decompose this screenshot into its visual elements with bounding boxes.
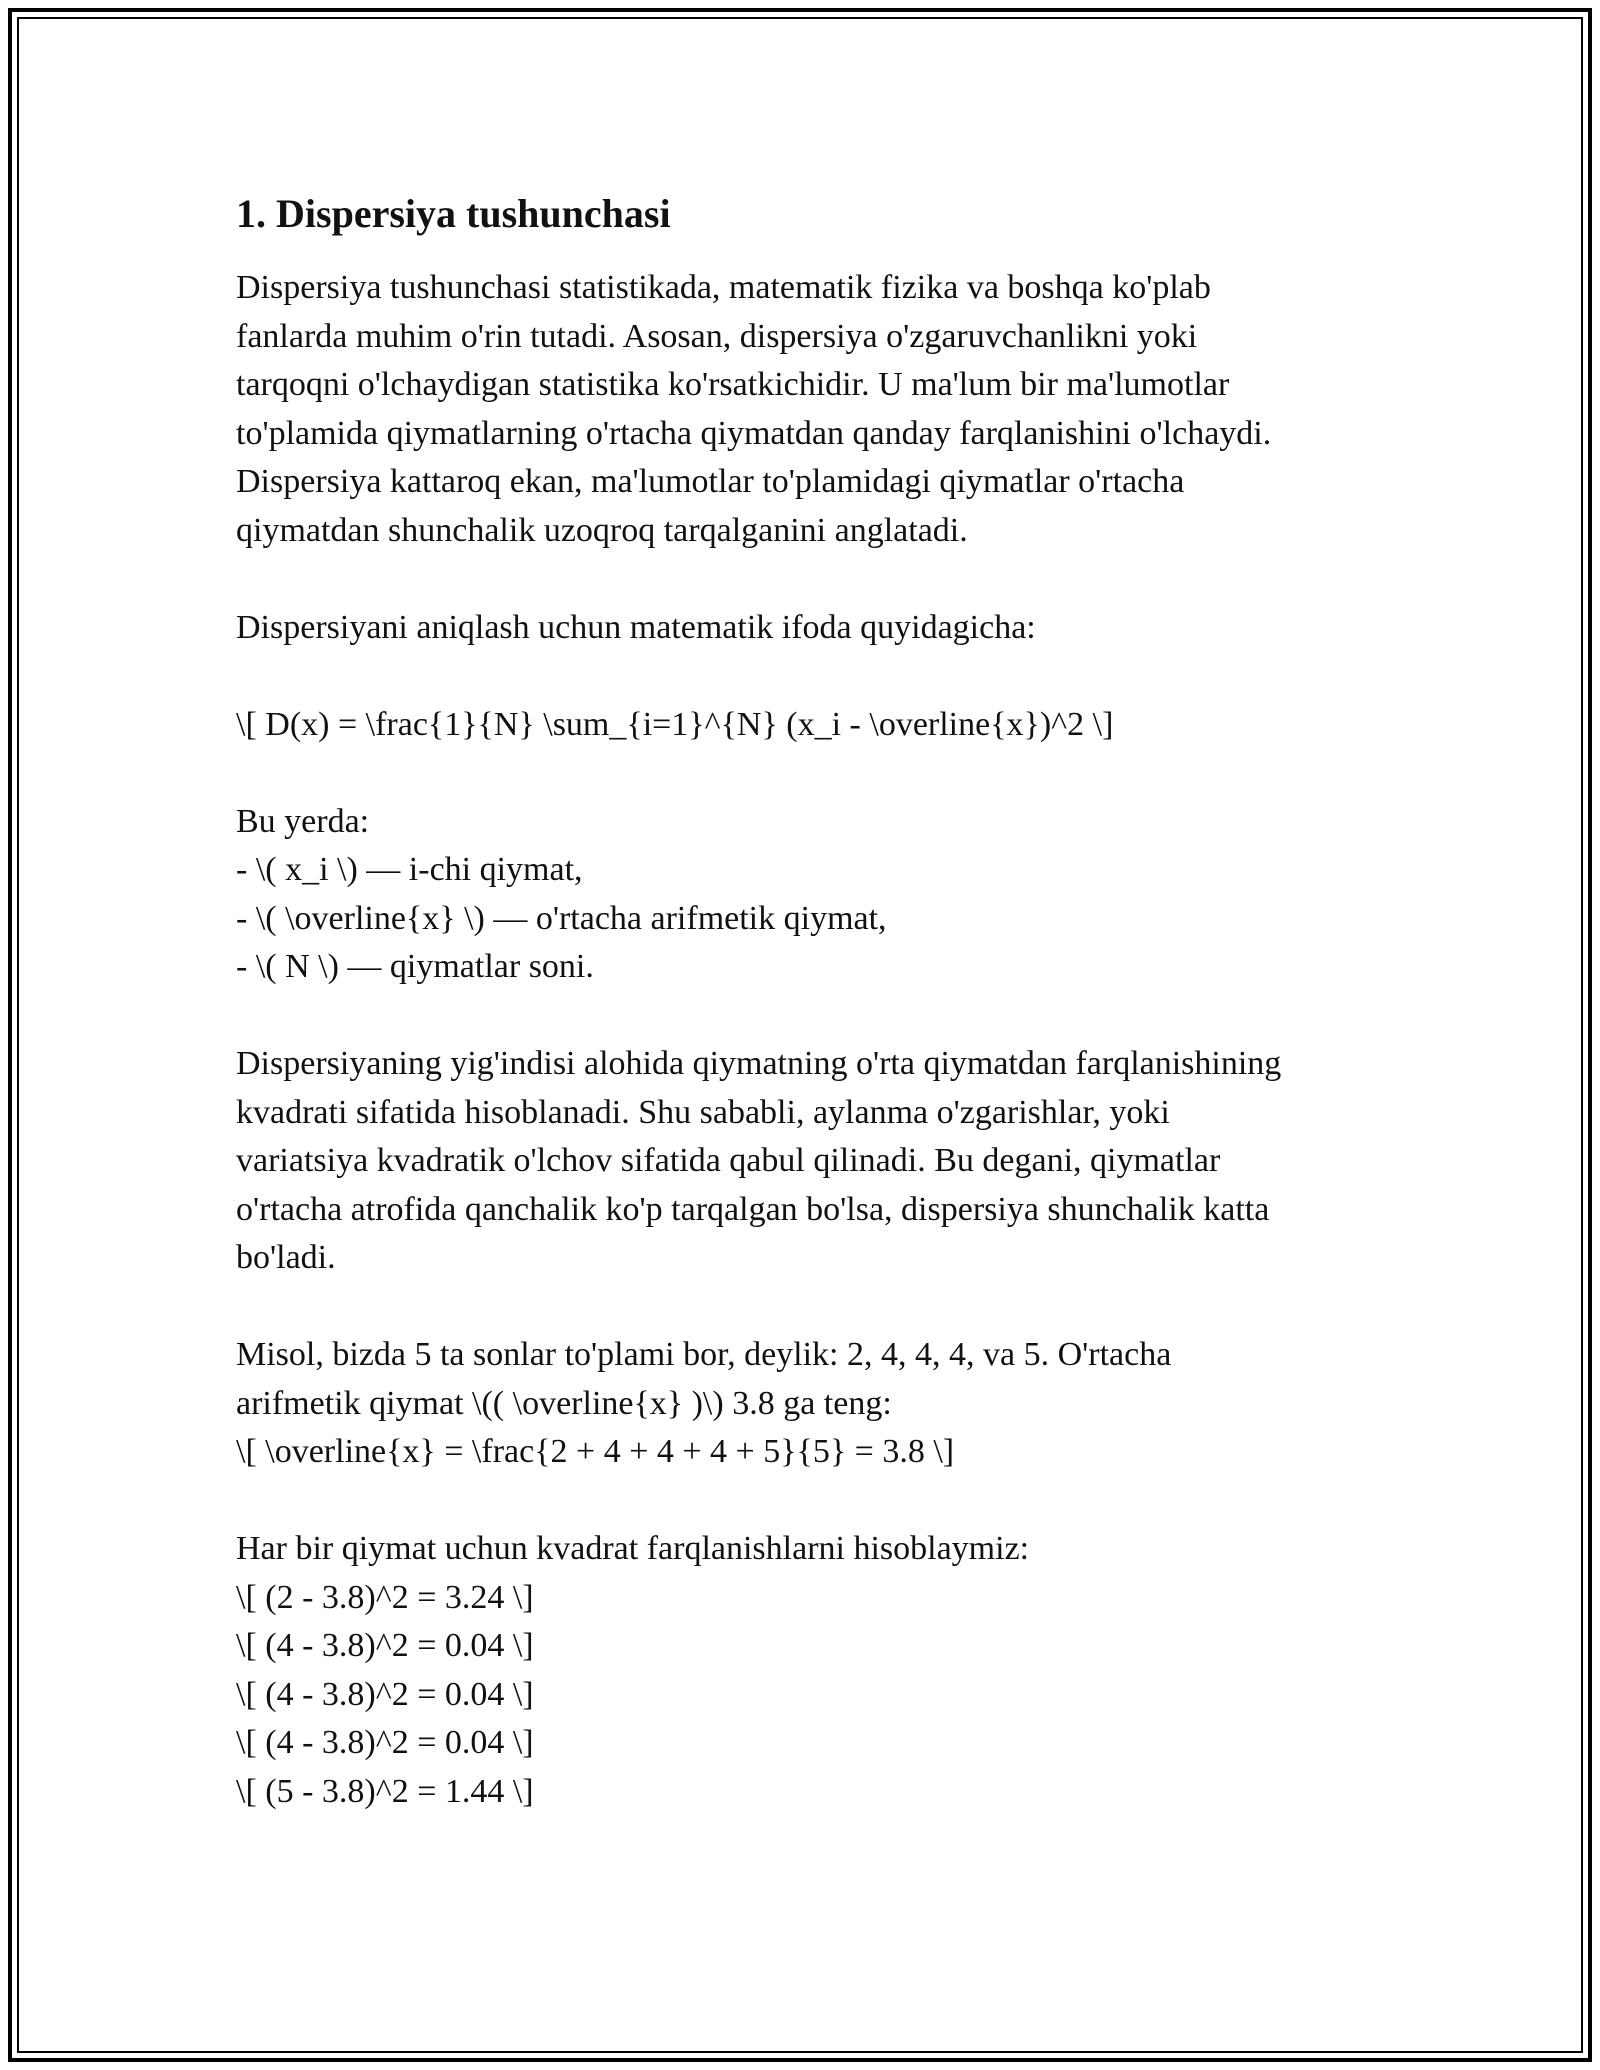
text-line: kvadrati sifatida hisoblanadi. Shu sababli, aylanma o'zgarishlar, yoki	[236, 1093, 1170, 1131]
document-body	[236, 186, 1386, 1816]
legend-item: - \( \overline{x} \) — o'rtacha arifmetik qiymat,	[236, 899, 887, 937]
text-line: to'plamida qiymatlarning o'rtacha qiymatdan qanday farqlanishini o'lchaydi.	[236, 414, 1272, 452]
paragraph-explanation	[236, 1040, 1386, 1283]
text-line: bo'ladi.	[236, 1239, 336, 1276]
section-heading: 1. Dispersiya tushunchasi	[236, 191, 671, 236]
square-formula: \[ (4 - 3.8)^2 = 0.04 \]	[236, 1675, 534, 1713]
text-line: qiymatdan shunchalik uzoqroq tarqalganini anglatadi.	[236, 511, 968, 549]
spacer	[236, 1477, 1386, 1526]
variance-formula: \[ D(x) = \frac{1}{N} \sum_{i=1}^{N} (x_i - \overline{x})^2 \]	[236, 705, 1114, 743]
spacer	[236, 1283, 1386, 1332]
example-paragraph	[236, 1331, 1386, 1477]
text-line: Dispersiya kattaroq ekan, ma'lumotlar to'plamidagi qiymatlar o'rtacha	[236, 463, 1185, 500]
spacer	[236, 992, 1386, 1041]
text-line: o'rtacha atrofida qanchalik ko'p tarqalgan bo'lsa, dispersiya shunchalik katta	[236, 1190, 1270, 1228]
text-line: Har bir qiymat uchun kvadrat farqlanishlarni hisoblaymiz:	[236, 1530, 1030, 1567]
legend-item: - \( N \) — qiymatlar soni.	[236, 948, 594, 985]
paragraph-definition	[236, 264, 1386, 555]
spacer	[236, 749, 1386, 798]
square-formula: \[ (5 - 3.8)^2 = 1.44 \]	[236, 1772, 534, 1810]
text-line: tarqoqni o'lchaydigan statistika ko'rsatkichidir. U ma'lum bir ma'lumotlar	[236, 366, 1230, 403]
squared-differences	[236, 1525, 1386, 1816]
text-line: fanlarda muhim o'rin tutadi. Asosan, dispersiya o'zgaruvchanlikni yoki	[236, 317, 1198, 355]
text-line: Dispersiya tushunchasi statistikada, matematik fizika va boshqa ko'plab	[236, 269, 1211, 306]
legend-item: - \( x_i \) — i-chi qiymat,	[236, 851, 583, 888]
text-line: Misol, bizda 5 ta sonlar to'plami bor, deylik: 2, 4, 4, 4, va 5. O'rtacha	[236, 1336, 1172, 1373]
mean-formula: \[ \overline{x} = \frac{2 + 4 + 4 + 4 + 5}{5} = 3.8 \]	[236, 1433, 955, 1470]
formula-legend	[236, 798, 1386, 992]
legend-title: Bu yerda:	[236, 802, 370, 840]
formula-intro: Dispersiyani aniqlash uchun matematik ifoda quyidagicha:	[236, 608, 1036, 646]
text-line: arifmetik qiymat \(( \overline{x} )\) 3.8 ga teng:	[236, 1384, 892, 1422]
text-line: variatsiya kvadratik o'lchov sifatida qabul qilinadi. Bu degani, qiymatlar	[236, 1142, 1221, 1179]
square-formula: \[ (2 - 3.8)^2 = 3.24 \]	[236, 1578, 534, 1616]
spacer	[236, 555, 1386, 604]
text-line: Dispersiyaning yig'indisi alohida qiymatning o'rta qiymatdan farqlanishining	[236, 1045, 1282, 1082]
spacer	[236, 652, 1386, 701]
square-formula: \[ (4 - 3.8)^2 = 0.04 \]	[236, 1627, 534, 1664]
square-formula: \[ (4 - 3.8)^2 = 0.04 \]	[236, 1724, 534, 1761]
